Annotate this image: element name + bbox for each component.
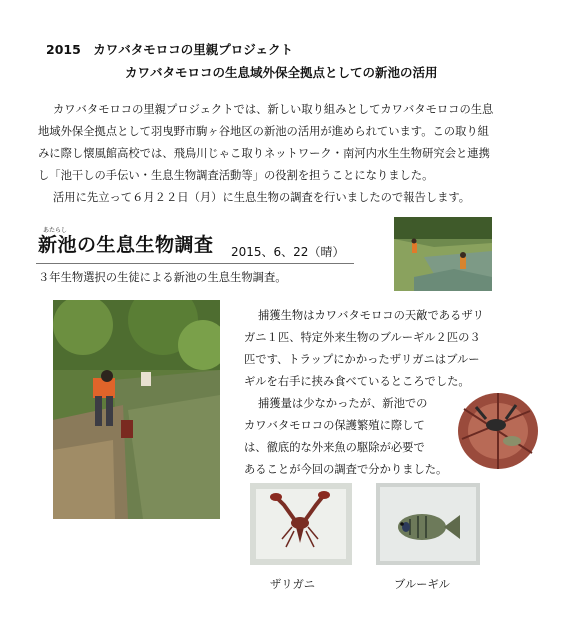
intro-line: 地域外保全拠点として羽曳野市駒ヶ谷地区の新池の活用が進められています。この取り組 — [38, 125, 489, 138]
section-date: 2015、6、22（晴） — [231, 245, 345, 259]
document-title: 2015 カワバタモロコの里親プロジェクト — [46, 42, 294, 57]
intro-line: みに際し懐風館高校では、飛鳥川じゃこ取りネットワーク・南河内水生生物研究会と連携 — [38, 147, 490, 160]
intro-line: カワバタモロコの里親プロジェクトでは、新しい取り組みとしてカワバタモロコの生息 — [53, 103, 494, 116]
body-line: ギルを右手に挟み食べているところでした。 — [244, 375, 470, 388]
heading-underline — [36, 263, 354, 264]
body-line: 匹です、トラップにかかったザリガニはブルー — [244, 353, 480, 366]
section-subtitle: ３年生物選択の生徒による新池の生息生物調査。 — [38, 271, 287, 284]
crayfish-photo — [250, 483, 352, 565]
crayfish-caption: ザリガニ — [270, 578, 316, 591]
intro-line: し「池干しの手伝い・生息生物調査活動等」の役割を担うことになりました。 — [38, 169, 434, 182]
body-line: は、徹底的な外来魚の駆除が必要で — [244, 441, 425, 454]
section-heading: 新池の生息生物調査 — [38, 234, 214, 256]
body-line: あることが今回の調査で分かりました。 — [244, 463, 448, 476]
intro-line: 活用に先立って６月２２日（月）に生息生物の調査を行いましたので報告します。 — [53, 191, 471, 204]
bluegill-caption: ブルーギル — [394, 578, 450, 591]
bluegill-photo — [376, 483, 480, 565]
body-line: 捕獲生物はカワバタモロコの天敵であるザリ — [258, 309, 484, 322]
body-line: ガニ１匹、特定外来生物のブルーギル２匹の３ — [244, 331, 481, 344]
body-line: 捕獲量は少なかったが、新池での — [258, 397, 428, 410]
heading-ruby: あたらし — [43, 227, 68, 234]
document-subtitle: カワバタモロコの生息域外保全拠点としての新池の活用 — [125, 65, 438, 80]
pond-survey-photo-small — [394, 217, 492, 291]
crayfish-trap-photo — [454, 389, 538, 473]
body-line: カワバタモロコの保護繁殖に際して — [244, 419, 425, 432]
pond-survey-photo-large — [53, 300, 220, 519]
